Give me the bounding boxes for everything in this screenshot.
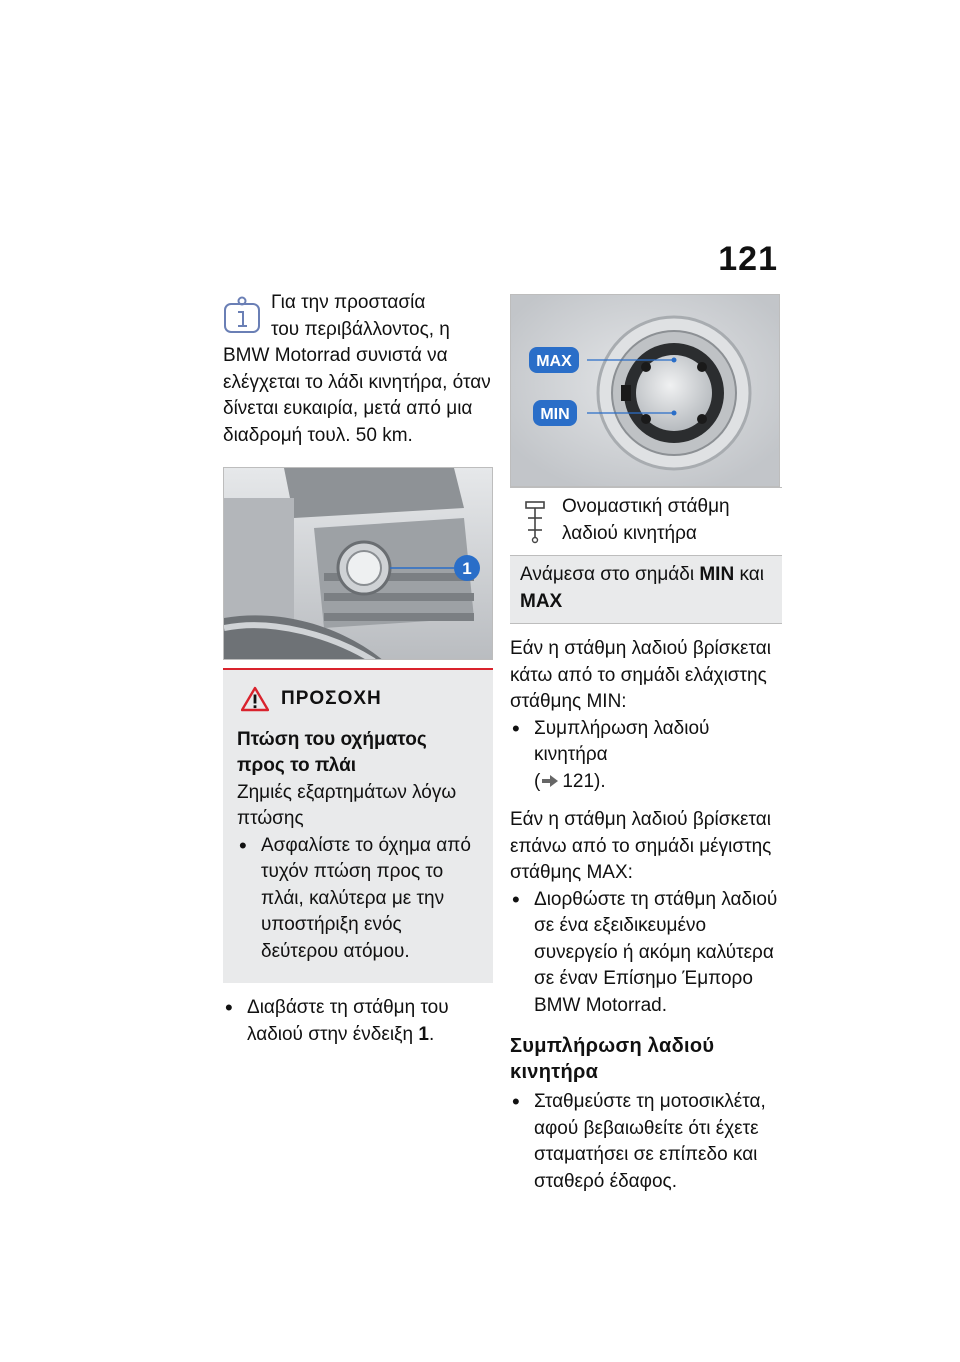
above-max-paragraph: Εάν η στάθμη λαδιού βρίσκεται επάνω από το σημάδι μέγιστης στάθμης MAX:	[510, 809, 772, 883]
page-ref-arrow-icon	[542, 775, 558, 787]
oil-level-gauge-photo	[510, 294, 780, 487]
warning-icon	[241, 686, 269, 712]
below-min-bullet-text: Συμπλήρωση λαδιού κινητήρα	[534, 717, 710, 765]
right-column	[510, 294, 782, 1195]
spec-and: και	[734, 564, 764, 585]
caution-subtitle: Πτώση του οχήματος προς το πλάι	[237, 728, 427, 776]
dipstick-icon	[522, 500, 548, 544]
ref-open: (	[534, 770, 541, 792]
engine-illustration	[224, 468, 493, 660]
caution-header	[237, 686, 479, 713]
read-level-text: Διαβάστε τη στάθμη του λαδιού στην ένδειξη	[247, 997, 449, 1045]
spec-name: Ονομαστική στάθμη λαδιού κινητήρα	[562, 496, 730, 544]
above-max-bullet: • Διορθώστε τη στάθμη λαδιού σε ένα εξειδικευμένο συνεργείο ή ακόμη καλύτερα σε έναν Επίσημο Έμπορο BMW Motorrad.	[510, 887, 782, 1020]
below-min-ref[interactable]: 121).	[562, 770, 606, 792]
page-number: 121	[718, 240, 778, 278]
heading-list	[510, 1089, 782, 1195]
gauge-illustration	[511, 295, 780, 487]
above-max-list	[510, 887, 782, 1020]
spec-value-prefix: Ανάμεσα στο σημάδι	[520, 564, 700, 585]
env-note-line1: Για την προστασία	[271, 292, 426, 313]
callout-1: 1	[462, 559, 472, 578]
info-icon	[223, 294, 261, 334]
section-heading: Συμπλήρωση λαδιού κινητήρα	[510, 1035, 715, 1083]
caution-title: ΠΡΟΣΟΧΗ	[281, 688, 382, 709]
below-min-paragraph: Εάν η στάθμη λαδιού βρίσκεται κάτω από το σημάδι ελάχιστης στάθμης MIN:	[510, 638, 771, 712]
caution-bullet: • Ασφαλίστε το όχημα από τυχόν πτώση προς το πλάι, καλύτερα με την υποστήριξη ενός δεύτερου ατόμου.	[237, 833, 479, 966]
environment-note	[223, 290, 495, 449]
read-level-list	[223, 995, 495, 1048]
left-column	[223, 290, 495, 1048]
min-label: MIN	[540, 406, 570, 423]
below-min-bullet	[510, 716, 782, 796]
engine-oil-window-photo	[223, 467, 493, 660]
max-label: MAX	[536, 353, 572, 370]
caution-bullets	[237, 833, 479, 966]
spec-header-row	[510, 488, 782, 556]
spec-min: MIN	[699, 564, 735, 585]
env-note-text: BMW Motorrad συνιστά να ελέγχεται το λάδι κινητήρα, όταν δίνεται ευκαιρία, μετά από μια διαδρομή τουλ. 50 km.	[223, 345, 491, 446]
park-bullet: • Σταθμεύστε τη μοτοσικλέτα, αφού βεβαιωθείτε ότι έχετε σταματήσει σε επίπεδο και σταθερό έδαφος.	[510, 1089, 782, 1195]
caution-text: Ζημιές εξαρτημάτων λόγω πτώσης	[237, 781, 457, 829]
nominal-level-spec	[510, 487, 782, 624]
env-note-line2: του περιβάλλοντος, η	[271, 318, 450, 340]
read-level-bullet	[223, 995, 495, 1048]
read-level-end: .	[428, 1023, 435, 1045]
read-level-ref: 1	[418, 1023, 429, 1045]
caution-box	[223, 668, 493, 983]
below-min-list	[510, 716, 782, 796]
spec-max: MAX	[520, 590, 563, 612]
spec-value	[510, 556, 782, 623]
